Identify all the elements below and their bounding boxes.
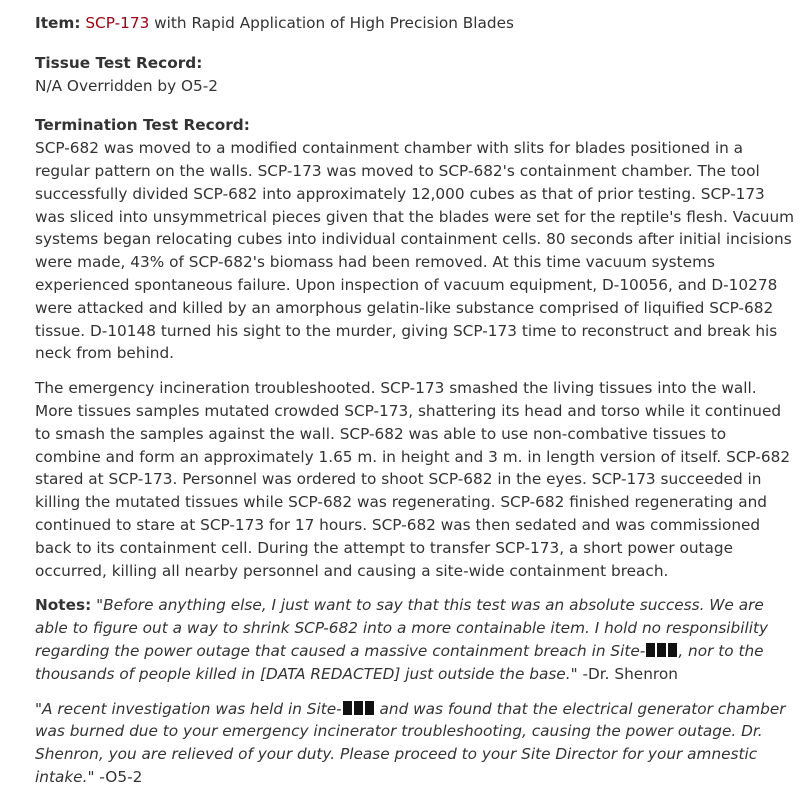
item-label: Item: xyxy=(35,14,81,32)
notes-attribution-2: -O5-2 xyxy=(94,767,143,786)
notes-paragraph xyxy=(35,594,795,685)
termination-test-heading: Termination Test Record: xyxy=(35,116,250,135)
item-description: with Rapid Application of High Precision Blades xyxy=(149,14,514,32)
notes-quote-1b: , nor to the thousands of people killed in [DATA REDACTED] just outside the base." xyxy=(35,641,764,683)
notes-label: Notes: xyxy=(35,596,92,615)
termination-paragraph-2: The emergency incineration troubleshooted. SCP-173 smashed the living tissues into the wall. More tissues samples mutated crowded SCP-173, shattering its head and torso while it continued to smash the samples against the wall. SCP-682 was able to use non-combative tissues to combine and form an approximately 1.65 m. in height and 3 m. in length version of itself. SCP-682 stared at SCP-173. Personnel was ordered to shoot SCP-682 in the eyes. SCP-173 succeeded in killing the mutated tissues while SCP-682 was regenerating. SCP-682 finished regenerating and continued to stare at SCP-173 for 17 hours. SCP-682 was then sedated and was commissioned back to its containment cell. During the attempt to transfer SCP-173, a short power outage occurred, killing all nearby personnel and causing a site-wide containment breach. xyxy=(35,379,791,580)
notes-quote-2a: "A recent investigation was held in Site- xyxy=(35,699,342,718)
notes-attribution-1: -Dr. Shenron xyxy=(577,664,678,683)
notes-quote-2b: and was found that the electrical generator chamber was burned due to your emergency incinerator troubleshooting, causing the power outage. Dr. Shenron, you are relieved of your duty. Please proceed to your Site Director for your amnestic intake." xyxy=(35,699,786,786)
scp-173-link[interactable]: SCP-173 xyxy=(85,14,150,32)
tissue-test-heading: Tissue Test Record: xyxy=(35,53,203,72)
termination-paragraph-1: SCP-682 was moved to a modified containment chamber with slits for blades positioned in a regular pattern on the walls. SCP-173 was moved to SCP-682's containment chamber. The tool successfully divided SCP-682 into approximately 12,000 cubes as that of prior testing. SCP-173 was sliced into unsymmetrical pieces given that the blades were set for the reptile's flesh. Vacuum systems began relocating cubes into individual containment cells. 80 seconds after initial incisions were made, 43% of SCP-682's biomass had been removed. At this time vacuum systems experienced spontaneous failure. Upon inspection of vacuum equipment, D-10056, and D-10278 were attacked and killed by an amorphous gelatin-like substance comprised of liquified SCP-682 tissue. D-10148 turned his sight to the murder, giving SCP-173 time to reconstruct and break his neck from behind. xyxy=(35,139,795,363)
redaction-block xyxy=(645,640,678,663)
document-body xyxy=(35,12,795,801)
tissue-test-text: N/A Overridden by O5-2 xyxy=(35,76,219,95)
termination-test-section xyxy=(35,114,795,582)
notes-paragraph-2 xyxy=(35,698,795,789)
tissue-test-section xyxy=(35,52,795,98)
item-line xyxy=(35,12,795,35)
notes-quote-1a: "Before anything else, I just want to say that this test was an absolute success. We are able to figure out a way to shrink SCP-682 into a more containable item. I hold no responsibility regarding the power outage that caused a massive containment breach in Site- xyxy=(35,596,769,660)
redaction-block-2 xyxy=(342,698,375,721)
